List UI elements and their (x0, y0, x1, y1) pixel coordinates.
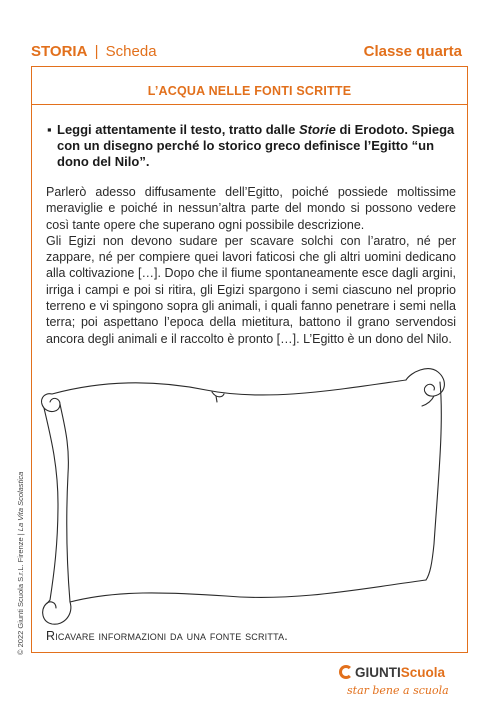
copyright-notice: © 2022 Giunti Scuola S.r.L. Firenze | La Vita Scolastica (16, 471, 25, 655)
source-text (46, 184, 456, 347)
page-header (31, 40, 462, 64)
instruction (47, 122, 455, 170)
title-divider (31, 104, 468, 105)
worksheet-title: L’ACQUA NELLE FONTI SCRITTE (147, 84, 352, 98)
header-left (31, 43, 157, 60)
logo-brand: GIUNTI (355, 665, 401, 680)
header-separator: | (94, 43, 99, 60)
paragraph: Parlerò adesso diffusamente dell’Egitto, poiché possiede moltissime meraviglie e poiché in nessun’altra parte del mondo si possono vedere così tante opere che superano ogni possibile descrizione. (46, 185, 456, 232)
scroll-drawing-area[interactable] (36, 364, 464, 628)
logo-mark-icon (339, 665, 353, 679)
logo-brand-suffix: Scuola (400, 665, 446, 680)
bullet-icon: ▪ (47, 122, 52, 137)
logo-tagline: star bene a scuola (347, 684, 449, 697)
instruction-text: Leggi attentamente il testo, tratto dalle Storie di Erodoto. Spiega con un disegno perché lo storico greco definisce l’Egitto “un dono del Nilo”. (57, 122, 455, 169)
publisher-logo (339, 665, 469, 705)
class-label: Classe quarta (363, 43, 462, 60)
paragraph: Gli Egizi non devono sudare per scavare solchi con l’aratro, né per zappare, né per compiere quei lavori faticosi che gli altri uomini dedicano alla coltivazione […]. Dopo che il fiume spontaneamente esce dagli argini, irriga i campi e poi si ritira, gli Egizi spargono i semi ciascuno nel proprio terreno e vi spingono sopra gli animali, i quali fanno penetrare i semi nella terra; poi aspettano l’epoca della mietitura, battono il grano servendosi ancora degli animali e il raccolto è pronto […]. L’Egitto è un dono del Nilo. (46, 233, 456, 346)
sheet-type-label: Scheda (105, 43, 157, 60)
book-title: Storie (298, 122, 336, 137)
learning-objective: Ricavare informazioni da una fonte scritta. (46, 629, 288, 643)
subject-label: STORIA (31, 43, 88, 60)
